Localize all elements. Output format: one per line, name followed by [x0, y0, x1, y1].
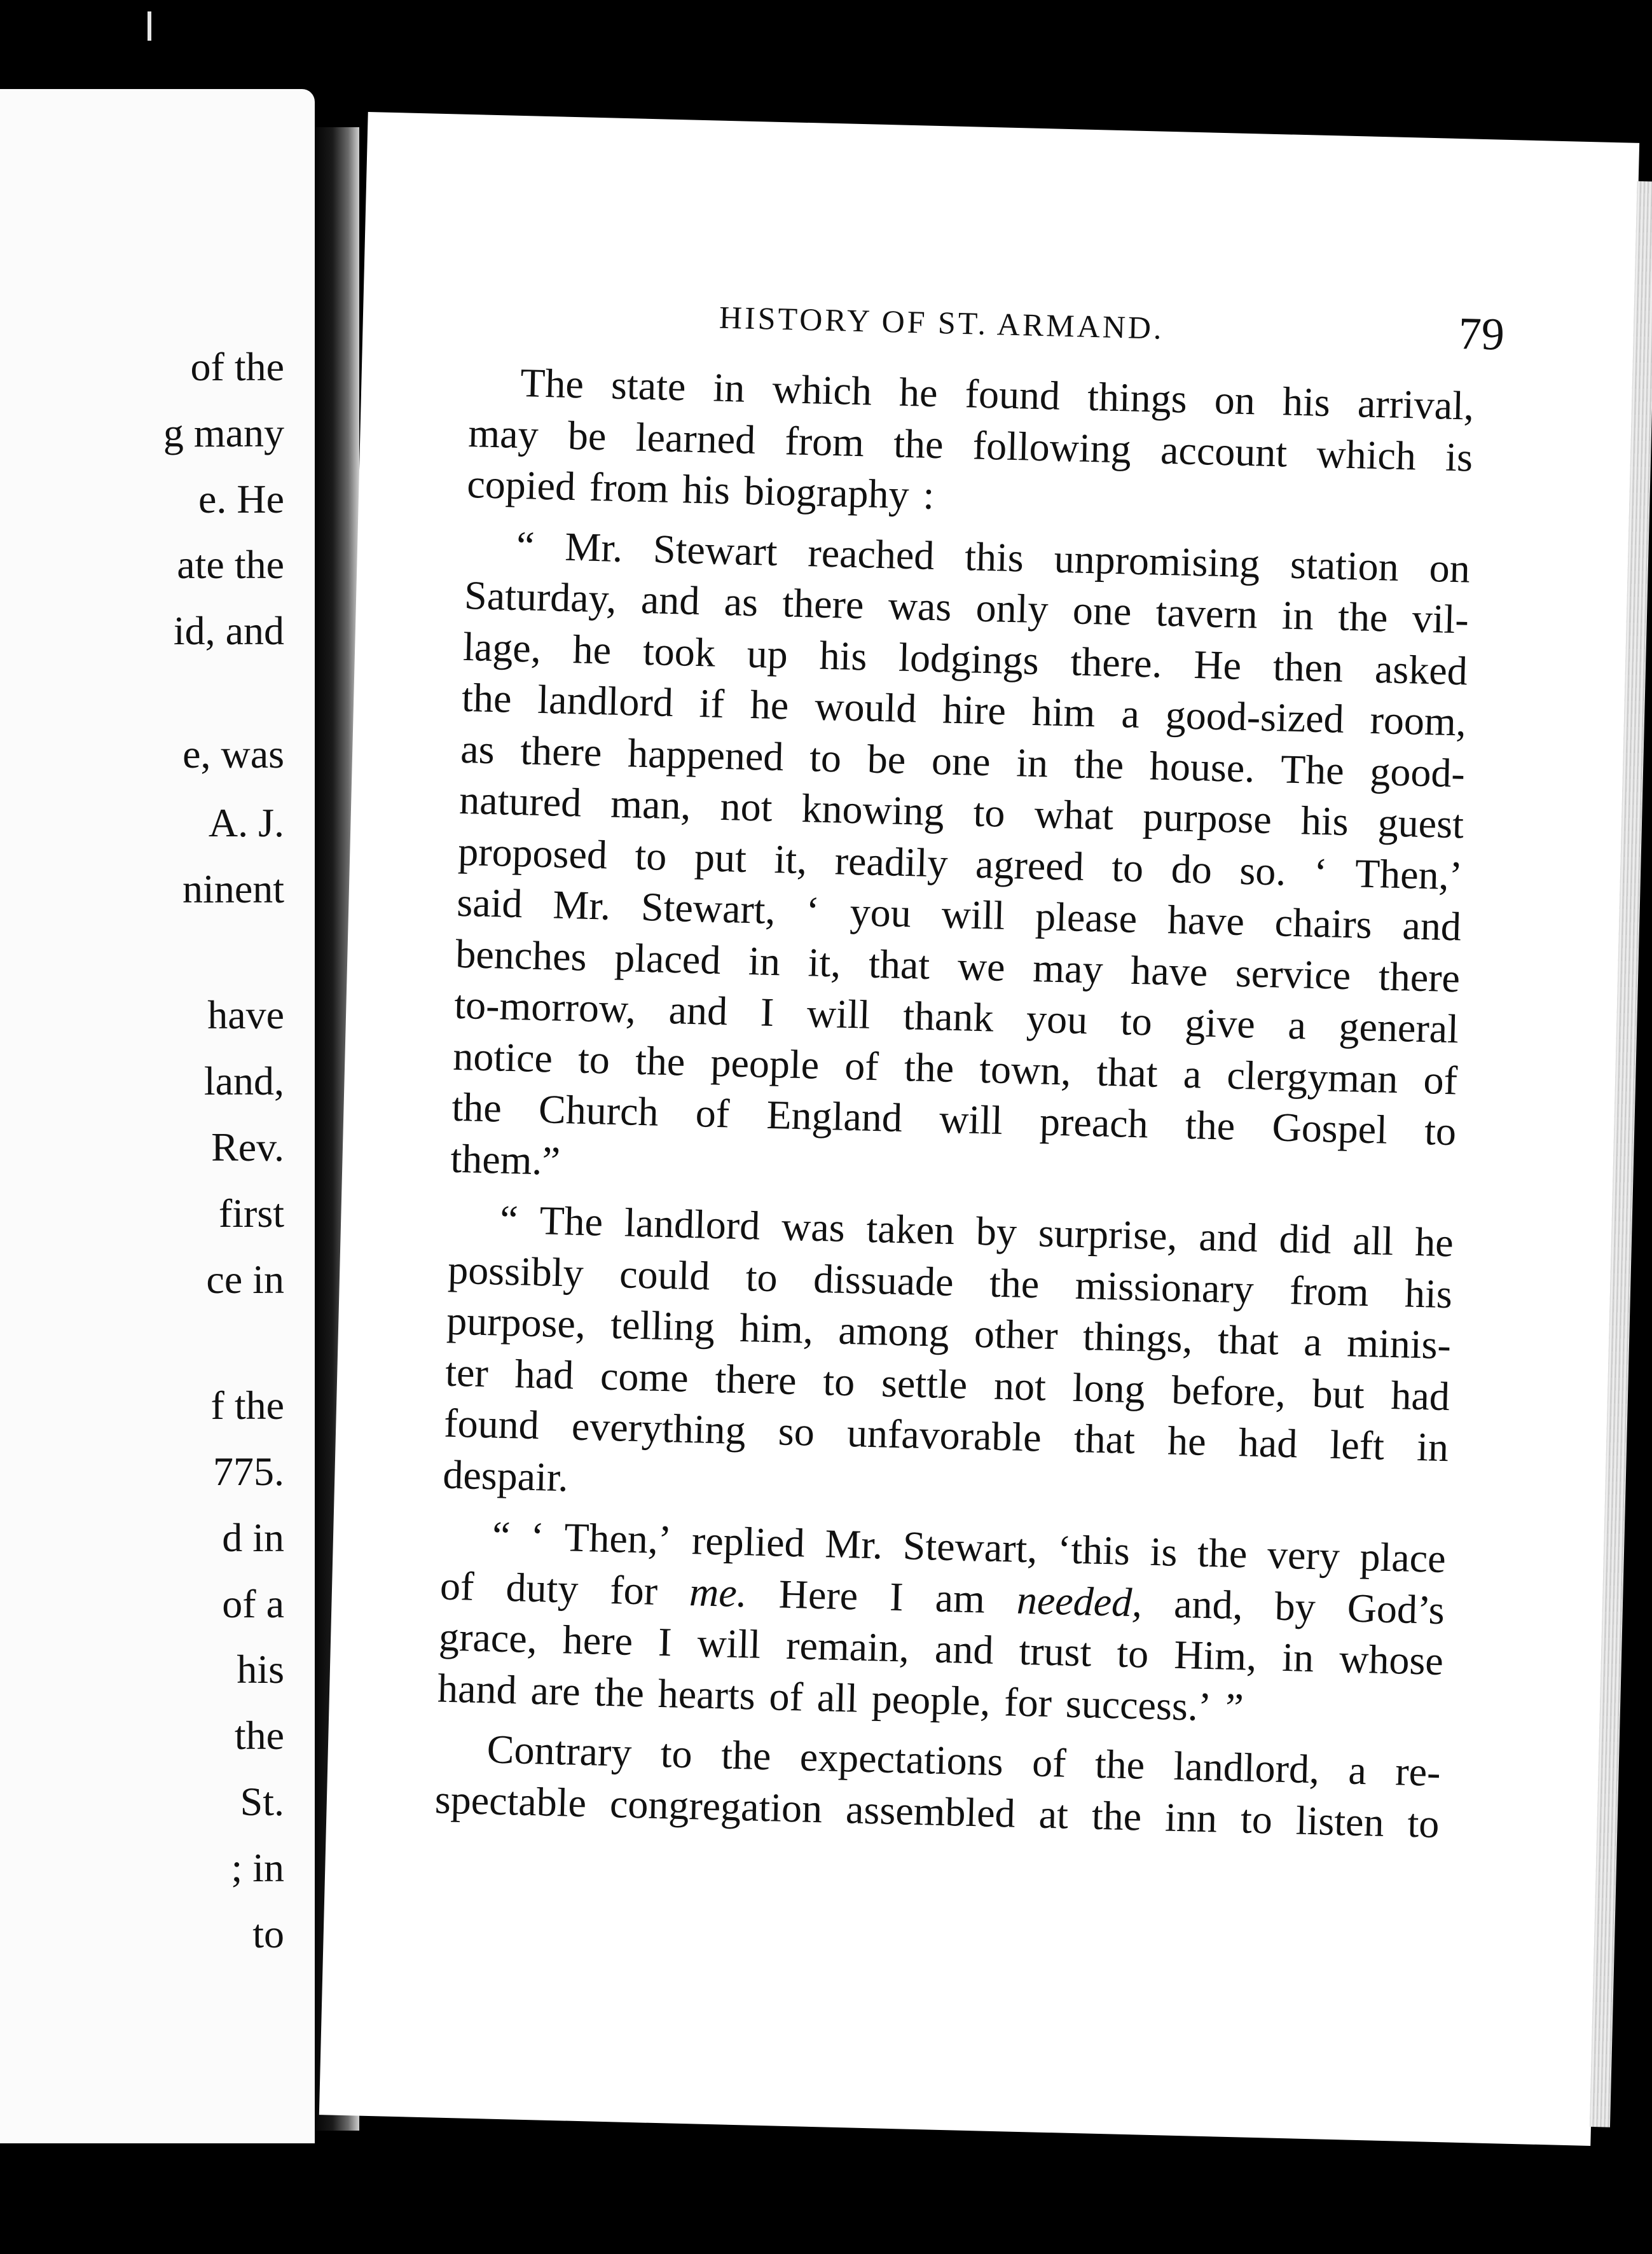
text-line: found everything so unfavorable that he had left in — [443, 1400, 1449, 1470]
text-line: “ The landlord was taken by surprise, and did all he — [499, 1196, 1454, 1266]
body-text — [434, 356, 1475, 1850]
left-page-line: ce in — [206, 1257, 284, 1302]
text-line: as there happened to be one in the house. The good- — [460, 726, 1466, 796]
left-page-line: to — [252, 1911, 284, 1956]
paragraph — [467, 356, 1475, 534]
text-line: The state in which he found things on his arrival, — [520, 360, 1475, 429]
text-line: may be learned from the following account which is — [467, 410, 1473, 480]
left-page-line: f the — [210, 1383, 284, 1428]
text-line: the Church of England will preach the Gospel to — [451, 1084, 1457, 1154]
left-page-line: id, and — [173, 608, 284, 653]
left-page-line: ; in — [231, 1845, 284, 1890]
text-line: hand are the hearts of all people, for success.’ ” — [437, 1664, 1244, 1730]
text-line: said Mr. Stewart, ‘ you will please have chairs and — [456, 879, 1462, 950]
text-line: “ Mr. Stewart reached this unpromising station on — [516, 522, 1471, 591]
text-line: lage, he took up his lodgings there. He then asked — [462, 623, 1468, 694]
text-line: benches placed in it, that we may have service there — [455, 930, 1461, 1000]
text-line: them.” — [450, 1135, 561, 1184]
left-page-line: ninent — [182, 866, 284, 911]
left-page-line: his — [237, 1647, 284, 1692]
text-line: of duty for me. Here I am needed, and, by God’s — [439, 1563, 1445, 1633]
left-page-line: e. He — [198, 476, 284, 522]
text-line: Contrary to the expectations of the landlord, a re- — [486, 1726, 1442, 1795]
left-page-line: 775. — [213, 1449, 284, 1494]
text-line: the landlord if he would hire him a good-sized room, — [461, 674, 1467, 745]
text-line: copied from his biography : — [466, 461, 935, 518]
left-page-line: have — [207, 992, 284, 1037]
running-head: HISTORY OF ST. ARMAND. — [719, 299, 1165, 346]
text-line: possibly could to dissuade the missionary from his — [447, 1247, 1453, 1317]
text-line: to-morrow, and I will thank you to give a general — [453, 981, 1459, 1052]
text-line: Saturday, and as there was only one tavern in the vil- — [464, 572, 1470, 642]
scan-artifact-mark — [148, 11, 151, 41]
text-line: spectable congregation assembled at the inn to listen to — [434, 1776, 1440, 1846]
page-number: 79 — [1457, 308, 1505, 360]
left-page-line: of a — [222, 1581, 284, 1626]
right-page — [319, 112, 1639, 2146]
paragraph — [450, 519, 1471, 1209]
text-line: “ ‘ Then,’ replied Mr. Stewart, ‘this is the very place — [492, 1512, 1447, 1582]
left-page-line: g many — [163, 410, 284, 455]
text-line: notice to the people of the town, that a clergyman of — [452, 1033, 1458, 1103]
left-facing-page — [0, 89, 315, 2143]
text-line: natured man, not knowing to what purpose his guest — [458, 777, 1464, 847]
paragraph — [442, 1193, 1454, 1525]
left-page-line: d in — [222, 1515, 284, 1560]
left-page-line: first — [218, 1191, 284, 1236]
text-line: purpose, telling him, among other things, that a minis- — [446, 1297, 1452, 1368]
left-page-line: ate the — [177, 542, 284, 587]
left-page-line: land, — [203, 1058, 284, 1103]
left-page-line: the — [234, 1713, 284, 1758]
left-page-line: St. — [240, 1779, 284, 1824]
text-line: ter had come there to settle not long before, but had — [444, 1349, 1450, 1419]
left-page-line: Rev. — [211, 1124, 284, 1170]
left-page-line: e, was — [182, 731, 284, 777]
text-line: proposed to put it, readily agreed to do so. ‘ Then,’ — [457, 828, 1463, 898]
left-page-line: of the — [190, 344, 284, 389]
text-line: despair. — [442, 1451, 569, 1500]
page-edge-stack — [1590, 181, 1652, 2127]
left-page-line: A. J. — [208, 800, 284, 845]
text-line: grace, here I will remain, and trust to Him, in whose — [438, 1614, 1444, 1684]
paragraph — [437, 1509, 1446, 1739]
